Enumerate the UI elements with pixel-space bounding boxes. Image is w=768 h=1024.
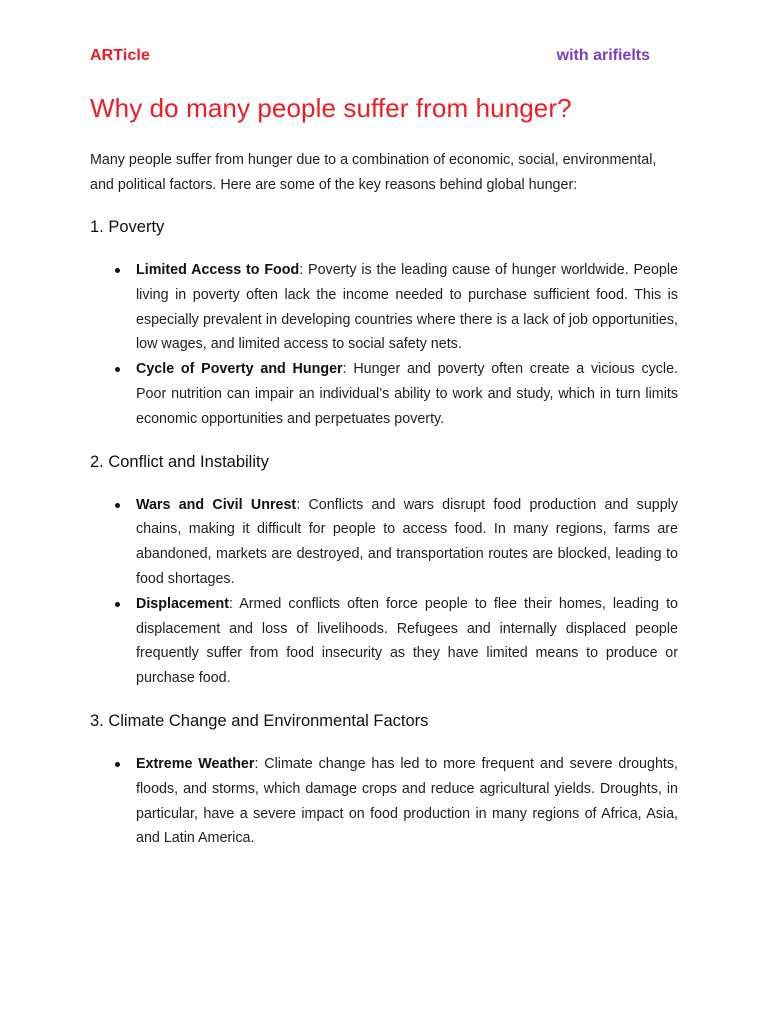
list-item <box>90 258 678 357</box>
section-list-climate <box>90 752 678 851</box>
bullet-icon <box>115 602 120 607</box>
list-item-text: : Poverty is the leading cause of hunger worldwide. People living in poverty often lack the income needed to purchase sufficient food. This is especially prevalent in developing countries where there is a lack of job opportunities, low wages, and limited access to social safety nets. <box>136 262 678 353</box>
list-item-term: Limited Access to Food <box>136 262 300 278</box>
list-item-term: Cycle of Poverty and Hunger <box>136 361 343 378</box>
list-item <box>90 592 678 691</box>
bullet-icon <box>115 762 120 767</box>
section-list-poverty <box>90 258 678 432</box>
section-heading-conflict: 2. Conflict and Instability <box>90 452 269 471</box>
section-list-conflict <box>90 493 678 691</box>
intro-paragraph: Many people suffer from hunger due to a combination of economic, social, environmental, and political factors. Here are some of the key reasons behind global hunger: <box>90 152 657 193</box>
section-heading-poverty: 1. Poverty <box>90 218 165 236</box>
list-item <box>90 752 678 851</box>
list-item-term: Extreme Weather <box>136 755 255 772</box>
bullet-icon <box>115 268 120 273</box>
article-body <box>90 148 678 851</box>
list-item-text: : Hunger and poverty often create a vicious cycle. Poor nutrition can impair an individual’s ability to work and study, which in turn limits economic opportunities and perpetuates poverty. <box>136 361 679 427</box>
author-byline: with arifielts <box>556 47 650 64</box>
list-item <box>90 493 678 592</box>
section-heading-climate: 3. Climate Change and Environmental Factors <box>90 711 429 730</box>
list-item-term: Wars and Civil Unrest <box>136 496 297 513</box>
bullet-icon <box>115 503 120 508</box>
list-item <box>90 357 678 431</box>
article-title: Why do many people suffer from hunger? <box>90 93 572 123</box>
list-item-text: : Climate change has led to more frequent and severe droughts, floods, and storms, which damage crops and reduce agricultural yields. Droughts, in particular, have a severe impact on food production in many regions of Africa, Asia, and Latin America. <box>136 755 678 847</box>
brand-logo-text: ARTicle <box>90 47 150 64</box>
list-item-term: Displacement <box>136 595 229 612</box>
list-item-text: : Conflicts and wars disrupt food production and supply chains, making it difficult for people to access food. In many regions, farms are abandoned, markets are destroyed, and transportation routes are blocked, leading to food shortages. <box>136 496 678 587</box>
list-item-text: : Armed conflicts often force people to flee their homes, leading to displacement and loss of livelihoods. Refugees and internally displaced people frequently suffer from food insecurity as they have limited means to produce or purchase food. <box>136 595 678 687</box>
page-header <box>90 47 650 65</box>
bullet-icon <box>115 367 120 372</box>
